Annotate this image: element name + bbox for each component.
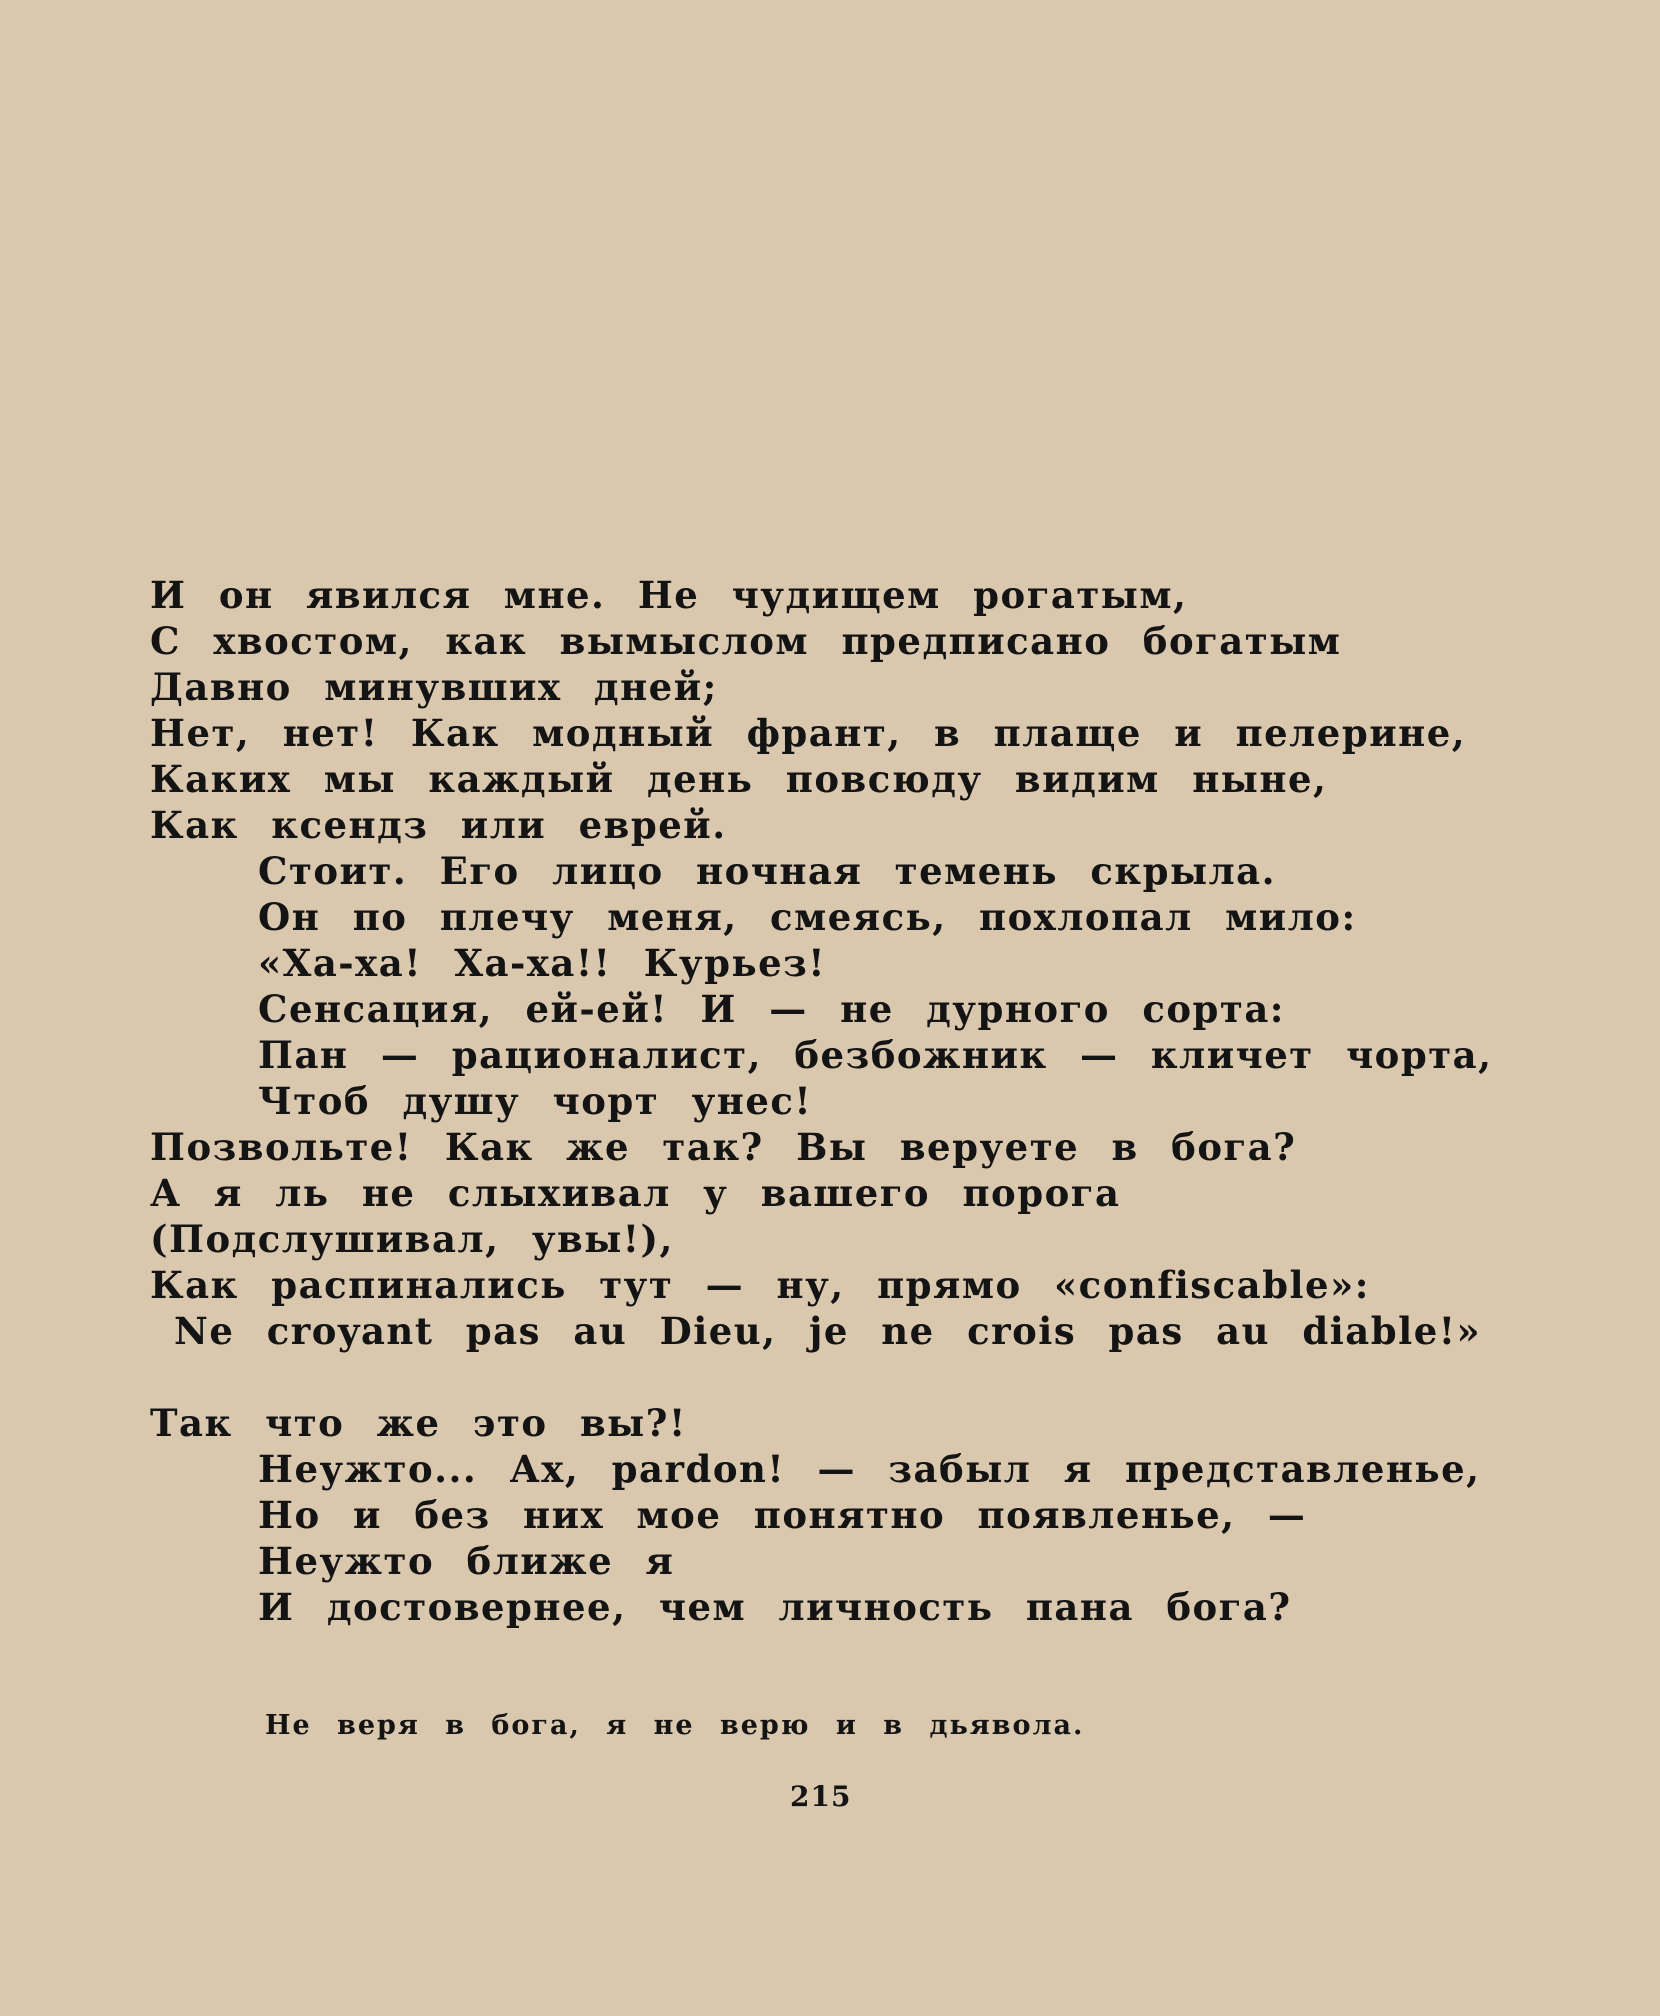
footnote: Не веря в бога, я не верю и в дьявола. [265, 1710, 1085, 1741]
poem-line: И достовернее, чем личность пана бога? [258, 1585, 1292, 1629]
poem-line: Ne croyant pas au Dieu, je ne crois pas au diable!» [174, 1309, 1482, 1353]
poem-line: (Подслушивал, увы!), [150, 1217, 674, 1261]
poem-line: И он явился мне. Не чудищем рогатым, [150, 573, 1188, 617]
poem-line: Как распинались тут — ну, прямо «confiscable»: [150, 1263, 1370, 1307]
poem-line: Пан — рационалист, безбожник — кличет чорта, [258, 1033, 1493, 1077]
poem-line: Стоит. Его лицо ночная темень скрыла. [258, 849, 1277, 893]
poem [150, 572, 1550, 1630]
poem-line: Сенсация, ей-ей! И — не дурного сорта: [258, 987, 1285, 1031]
poem-line: А я ль не слыхивал у вашего порога [150, 1171, 1121, 1215]
poem-line: Давно минувших дней; [150, 665, 718, 709]
poem-line: Чтоб душу чорт унес! [258, 1079, 813, 1123]
page-number: 215 [790, 1780, 852, 1813]
poem-line: Неужто... Ах, pardon! — забыл я представленье, [258, 1447, 1481, 1491]
poem-line: С хвостом, как вымыслом предписано богатым [150, 619, 1342, 663]
poem-line: Нет, нет! Как модный франт, в плаще и пелерине, [150, 711, 1467, 755]
stanza-gap [150, 1354, 1550, 1400]
poem-line: Но и без них мое понятно появленье, — [258, 1493, 1307, 1537]
poem-line: Так что же это вы?! [150, 1401, 687, 1445]
poem-line: Неужто ближе я [258, 1539, 675, 1583]
poem-line: Каких мы каждый день повсюду видим ныне, [150, 757, 1328, 801]
poem-line: Позвольте! Как же так? Вы веруете в бога? [150, 1125, 1297, 1169]
poem-line: Он по плечу меня, смеясь, похлопал мило: [258, 895, 1357, 939]
poem-line: Как ксендз или еврей. [150, 803, 727, 847]
poem-line: «Ха-ха! Ха-ха!! Курьез! [258, 941, 826, 985]
